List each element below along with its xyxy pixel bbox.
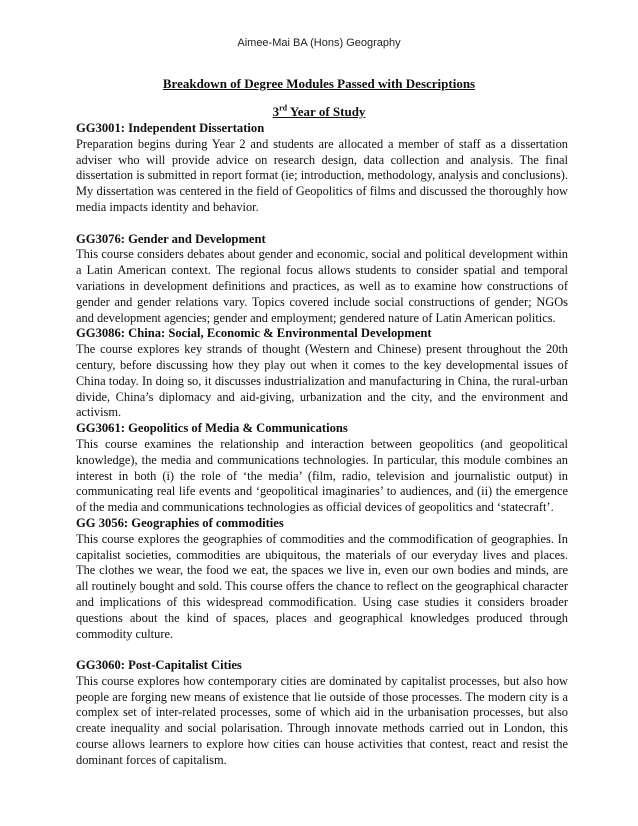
module-title: GG3060: Post-Capitalist Cities (76, 658, 242, 673)
module-description: This course examines the relationship and interaction between geopolitics (and geopolitical knowledge), the media and communications technologies. In particular, this module combines an interest in both (i) the role of ‘the media’ (film, radio, television and journalistic output) in communicating real life events and ‘geopolitical imaginaries’ to audiences, and (ii) the emergence of the media and communications technologies as official devices of geopolitics and ‘statecraft’. (76, 436, 568, 515)
module-gg3060 (76, 658, 568, 769)
module-description: This course considers debates about gender and economic, social and political development within a Latin American context. The regional focus allows students to consider spatial and temporal variations in development definitions and practices, as well as to examine how constructions of gender and gender relations vary. Topics covered include social constructions of gender; NGOs and development agencies; gender and employment; gendered nature of Latin American politics. (76, 247, 568, 325)
year-label: Year of Study (287, 104, 366, 119)
module-title: GG 3056: Geographies of commodities (76, 515, 284, 530)
year-number: 3 (272, 104, 280, 119)
page-header: Aimee-Mai BA (Hons) Geography (237, 37, 401, 49)
module-description: This course explores the geographies of commodities and the commodification of geographies. In capitalist societies, commodities are ubiquitous, the materials of our everyday lives and places. The clothes we wear, the food we eat, the spaces we live in, even our own bodies and minds, are all routinely bought and sold. This course offers the chance to reflect on the geographical character and implications of this widespread commodification. Using case studies it considers broader questions about the kind of spaces, places and geographical knowledges produced through commodity culture. (76, 531, 568, 641)
module-gg3056 (76, 516, 568, 642)
module-title: GG3086: China: Social, Economic & Environmental Development (76, 326, 432, 341)
module-gg3001 (76, 121, 568, 216)
module-title: GG3061: Geopolitics of Media & Communications (76, 421, 348, 436)
year-heading (0, 104, 638, 120)
module-list (76, 121, 568, 769)
module-title: GG3001: Independent Dissertation (76, 121, 265, 135)
module-gg3086 (76, 326, 568, 421)
document-title: Breakdown of Degree Modules Passed with Descriptions (162, 76, 476, 91)
module-gg3061 (76, 421, 568, 516)
year-suffix: rd (279, 103, 288, 113)
module-description: This course explores how contemporary cities are dominated by capitalist processes, but also how people are forging new means of existence that lie outside of those processes. The modern city is a complex set of inter-related processes, some of which aid in the urbanisation processes, but also create inequality and social polarisation. Through innovate methods carried out in London, this course allows learners to explore how cities can house activities that contest, react and resist the dominant forces of capitalism. (76, 673, 568, 767)
module-description: Preparation begins during Year 2 and students are allocated a member of staff as a dissertation adviser who will provide advice on research design, data collection and analysis. The final dissertation is submitted in report format (ie; introduction, methodology, analysis and conclusions). My dissertation was centered in the field of Geopolitics of films and discussed the thoroughly how media impacts identity and behavior. (76, 136, 568, 214)
module-title: GG3076: Gender and Development (76, 231, 266, 246)
module-description: The course explores key strands of thought (Western and Chinese) present throughout the 20th century, before discussing how they play out when it comes to the key developmental issues of China today. In doing so, it discusses industrialization and manufacturing in China, the rural-urban divide, China’s diplomacy and aid-giving, urbanization and the city, and the environment and activism. (76, 342, 568, 420)
module-gg3076 (76, 232, 568, 327)
